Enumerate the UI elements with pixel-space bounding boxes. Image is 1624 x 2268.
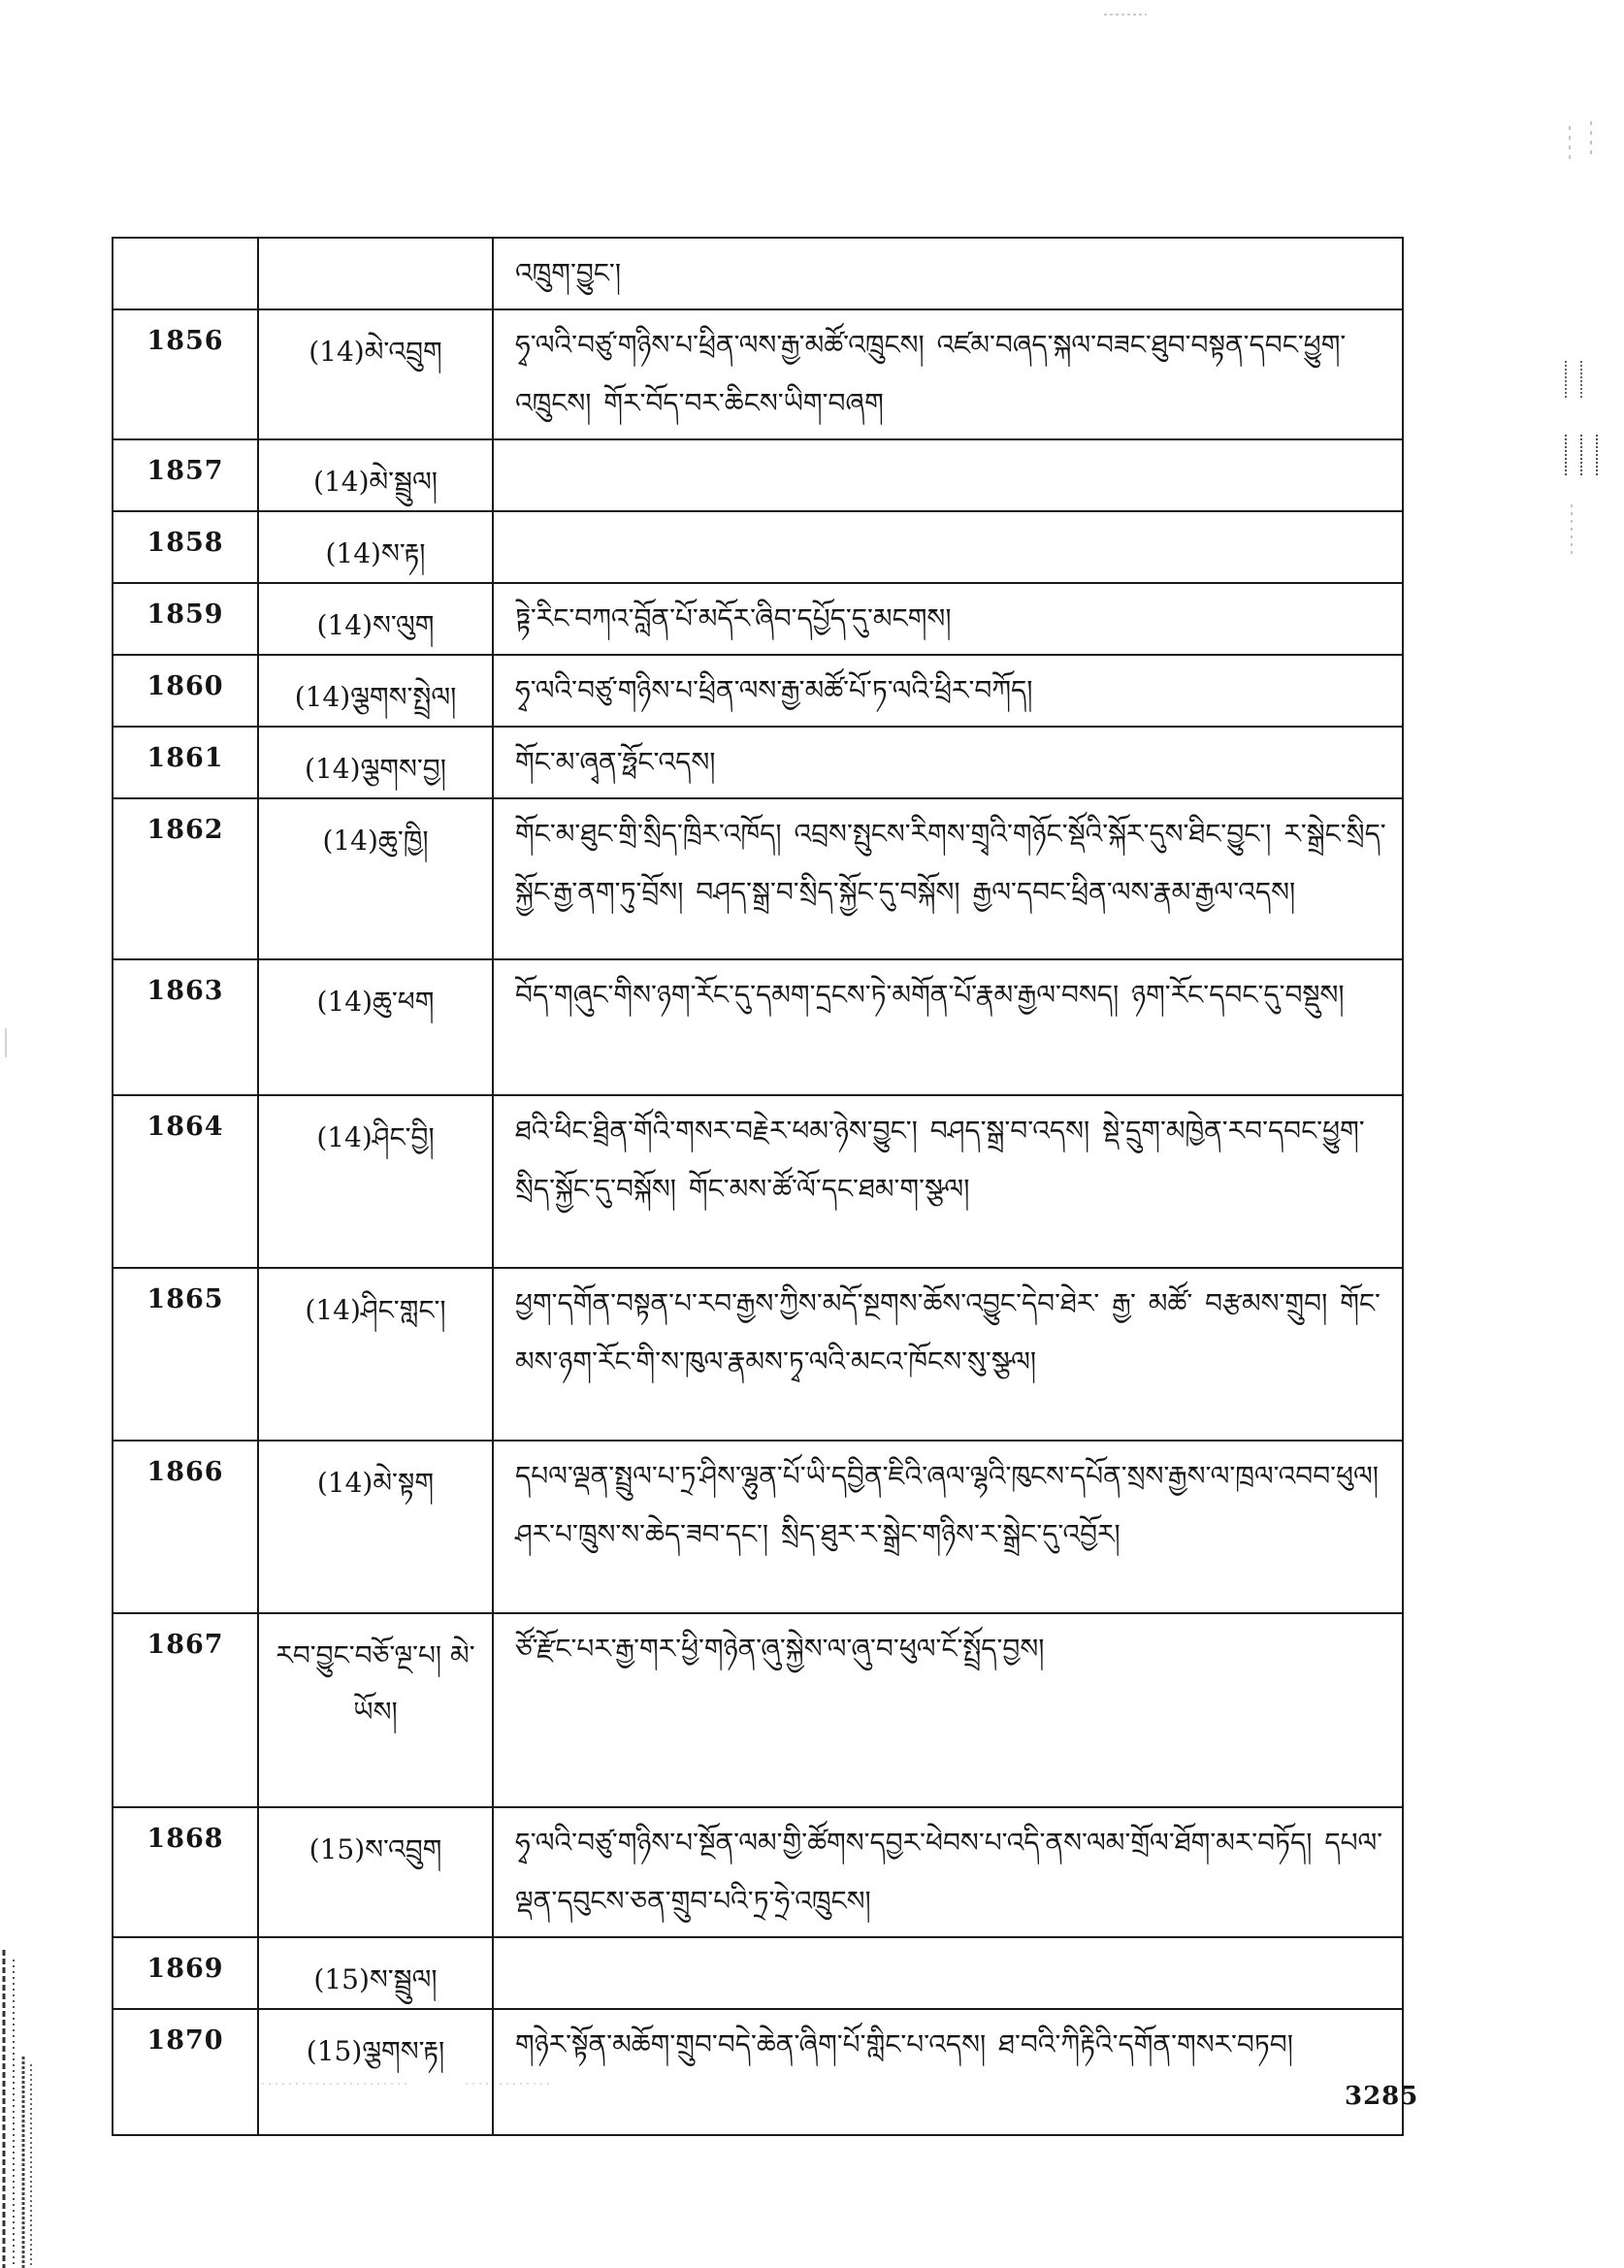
table-row	[113, 727, 1403, 798]
year-cell: 1865	[113, 1268, 258, 1441]
event-cell: འཁྲུག་བྱུང་།	[493, 238, 1403, 309]
table-row	[113, 1095, 1403, 1268]
year-cell: 1859	[113, 583, 258, 655]
year-cell: 1867	[113, 1613, 258, 1807]
table-row	[113, 1268, 1403, 1441]
cycle-year-cell: (14)ཆུ་ཁྱི།	[258, 798, 493, 959]
table-row	[113, 2009, 1403, 2135]
event-cell: ཏྟེ་རིང་བཀའ་བློན་པོ་མདོར་ཞིབ་དཔྱོད་དུ་མངགས།	[493, 583, 1403, 655]
cycle-year-cell: (14)ཆུ་ཕག	[258, 959, 493, 1095]
cycle-year-cell: (14)ལྕགས་སྤྲེལ།	[258, 655, 493, 727]
year-cell: 1858	[113, 511, 258, 583]
page-number: 3285	[1345, 2082, 1419, 2111]
cycle-year-cell: (14)མེ་སྦྲུལ།	[258, 439, 493, 511]
event-cell: ཧྭ་ལའི་བཙུ་གཉིས་པ་ཕྲིན་ལས་རྒྱ་མཚོ་པོ་ཏ་ལའི་ཕྲིར་བཀོད།	[493, 655, 1403, 727]
table-row	[113, 439, 1403, 511]
cycle-year-cell: (15)ལྕགས་རྟ།	[258, 2009, 493, 2135]
cycle-year-cell: (15)ས་སྦྲུལ།	[258, 1937, 493, 2009]
table-row	[113, 511, 1403, 583]
event-cell: ཐའི་ཕིང་ཐྲིན་གོའི་གསར་བརྗེར་ཕམ་ཉེས་བྱུང་། བཤད་སྒྲ་བ་འདས། སྡེ་དྲུག་མཁྱེན་རབ་དབང་ཕྱུག་སྲིད་སྐྱོང་དུ་བསྐོས། གོང་མས་ཚོ་ལོ་དང་ཐམ་ག་སྩལ།	[493, 1095, 1403, 1268]
event-cell	[493, 1937, 1403, 2009]
cycle-year-cell: (14)ས་ལུག	[258, 583, 493, 655]
table-row	[113, 309, 1403, 439]
cycle-year-cell: (14)ཤིང་བྱི།	[258, 1095, 493, 1268]
table-row	[113, 959, 1403, 1095]
table-row	[113, 1441, 1403, 1613]
year-cell	[113, 238, 258, 309]
year-cell: 1864	[113, 1095, 258, 1268]
year-cell: 1861	[113, 727, 258, 798]
event-cell	[493, 439, 1403, 511]
table-row	[113, 655, 1403, 727]
cycle-year-cell: (15)ས་འབྲུག	[258, 1807, 493, 1937]
year-cell: 1862	[113, 798, 258, 959]
cycle-year-cell	[258, 238, 493, 309]
year-cell: 1868	[113, 1807, 258, 1937]
table-row	[113, 1613, 1403, 1807]
year-cell: 1856	[113, 309, 258, 439]
year-cell: 1869	[113, 1937, 258, 2009]
year-cell: 1860	[113, 655, 258, 727]
year-cell: 1866	[113, 1441, 258, 1613]
table-row	[113, 798, 1403, 959]
cycle-year-cell: (14)ལྕགས་བྱ།	[258, 727, 493, 798]
event-cell: གོང་མ་ཐུང་གྲི་སྲིད་ཁྲིར་འཁོད། འབྲས་སྤུངས་རིགས་གྲྭའི་གཉོང་སྡོའི་སྐོར་དུས་ཐིང་བྱུང་། ར་སྒྲེང་སྲིད་སྐྱོང་རྒྱ་ནག་ཏུ་བྲོས། བཤད་སྒྲ་བ་སྲིད་སྐྱོང་དུ་བསྐོས། རྒྱལ་དབང་ཕྲིན་ལས་རྣམ་རྒྱལ་འདས།	[493, 798, 1403, 959]
event-cell: བོད་གཞུང་གིས་ཉག་རོང་དུ་དམག་དྲངས་ཏེ་མགོན་པོ་རྣམ་རྒྱལ་བསད། ཉག་རོང་དབང་དུ་བསྡུས།	[493, 959, 1403, 1095]
event-cell: ཧྭ་ལའི་བཙུ་གཉིས་པ་ཕྲིན་ལས་རྒྱ་མཚོ་འཁྲུངས། འཛམ་བཞད་སྐལ་བཟང་ཐུབ་བསྟན་དབང་ཕྱུག་འཁྲུངས། གོར་བོད་བར་ཆིངས་ཡིག་བཞག	[493, 309, 1403, 439]
event-cell: ཕྱག་དགོན་བསྟན་པ་རབ་རྒྱས་ཀྱིས་མདོ་སྔགས་ཆོས་འབྱུང་དེབ་ཐེར་ རྒྱ་ མཚོ་ བརྩམས་གྲུབ། གོང་མས་ཉག་རོང་གི་ས་ཁུལ་རྣམས་ཏྭ་ལའི་མངའ་ཁོངས་སུ་སྩལ།	[493, 1268, 1403, 1441]
event-cell: ཙོ་རྫོང་པར་རྒྱ་གར་ཕྱི་གཉེན་ཞུ་སྐྱེས་ལ་ཞུ་བ་ཕུལ་ངོ་སྤྲོད་བྱས།	[493, 1613, 1403, 1807]
table-row	[113, 238, 1403, 309]
cycle-year-cell: (14)མེ་འབྲུག	[258, 309, 493, 439]
event-cell: གོང་མ་ཞྭན་ཧྥོང་འདས།	[493, 727, 1403, 798]
event-cell	[493, 511, 1403, 583]
table-row	[113, 1937, 1403, 2009]
year-cell: 1870	[113, 2009, 258, 2135]
event-cell: ཧྭ་ལའི་བཙུ་གཉིས་པ་སྔོན་ལམ་གྱི་ཚོགས་དབྱར་ཕེབས་པ་འདི་ནས་ལམ་གྲོལ་ཐོག་མར་བཏོད། དཔལ་ལྡན་དབུངས་ཅན་གྲུབ་པའི་ཏྲ་ཧྲེ་འཁྲུངས།	[493, 1807, 1403, 1937]
chronology-table	[112, 237, 1404, 2136]
year-cell: 1863	[113, 959, 258, 1095]
table-row	[113, 1807, 1403, 1937]
cycle-year-cell: (14)ཤིང་གླང་།	[258, 1268, 493, 1441]
cycle-year-cell: (14)ས་རྟ།	[258, 511, 493, 583]
table-row	[113, 583, 1403, 655]
year-cell: 1857	[113, 439, 258, 511]
cycle-year-cell: (14)མེ་སྟག	[258, 1441, 493, 1613]
event-cell: གཉེར་སྟོན་མཆོག་གྲུབ་བདེ་ཆེན་ཞིག་པོ་གླིང་པ་འདས། ཐ་བའི་ཀིརྟིའི་དགོན་གསར་བཏབ།	[493, 2009, 1403, 2135]
cycle-year-cell: རབ་བྱུང་བཅོ་ལྔ་པ། མེ་ཡོས།	[258, 1613, 493, 1807]
event-cell: དཔལ་ལྡན་སྤྲུལ་པ་ཏྲ་ཤིས་ལྷུན་པོ་ཡི་དབྱིན་ཇིའི་ཞལ་ལྷའི་ཁུངས་དཔོན་སྲས་རྒྱས་ལ་ཁྲལ་འབབ་ཕུལ། ཤར་པ་ཁྲུས་ས་ཆེད་ཟབ་དང་། སྲིད་ཐུར་ར་སྒྲེང་གཉིས་ར་སྒྲེང་དུ་འབྱོར།	[493, 1441, 1403, 1613]
